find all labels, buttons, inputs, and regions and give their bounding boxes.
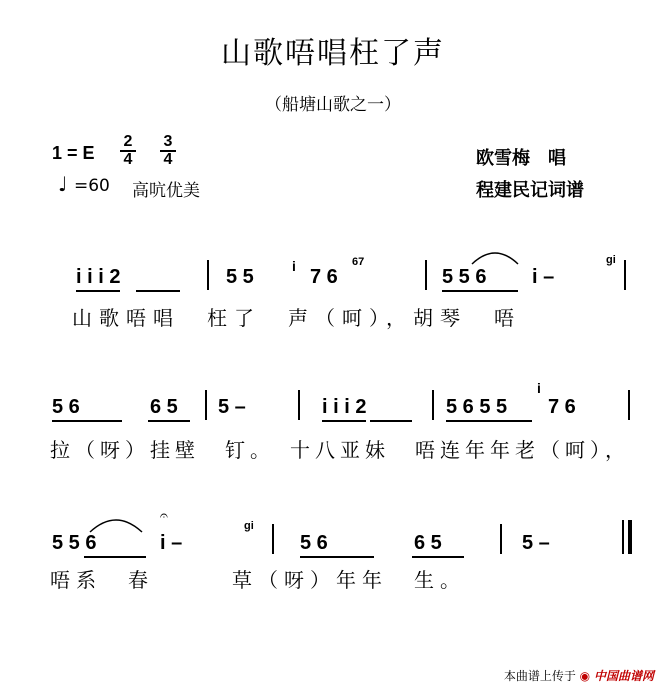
measure-10-notes: 5 – <box>522 532 550 554</box>
measure-3-notes: 5 5 6 <box>442 266 487 288</box>
bar-line <box>205 390 207 420</box>
bar-line <box>500 524 502 554</box>
measure-8b-notes: i – <box>160 532 183 554</box>
quarter-note-icon: ♩ <box>58 172 68 196</box>
measure-6-notes: i i i 2 <box>322 396 367 418</box>
measure-3b-notes: i – <box>532 266 555 288</box>
measure-4b-notes: 6 5 <box>150 396 178 418</box>
site-brand-link[interactable]: 中国曲谱网 <box>593 669 654 683</box>
measure-2-notes: 5 5 <box>226 266 254 288</box>
bar-line <box>425 260 427 290</box>
beam-line <box>370 420 412 422</box>
final-bar-line-thin <box>622 520 624 554</box>
expression-marking: 高吭优美 <box>132 181 200 201</box>
bar-line <box>432 390 434 420</box>
measure-9b-notes: 6 5 <box>414 532 442 554</box>
measure-9-notes: 5 6 <box>300 532 328 554</box>
beam-line <box>76 290 120 292</box>
grace-note: i <box>537 380 541 396</box>
beam-line <box>300 556 374 558</box>
singer-credit: 欧雪梅 唱 <box>476 148 566 169</box>
bar-line <box>298 390 300 420</box>
slur-arc <box>470 246 520 266</box>
bar-line <box>272 524 274 554</box>
bar-line <box>207 260 209 290</box>
beam-line <box>412 556 464 558</box>
time-signature-3-4: $\frac{3}{4}$ <box>160 134 176 168</box>
beam-line <box>136 290 180 292</box>
grace-note: i <box>292 258 296 274</box>
measure-4-notes: 5 6 <box>52 396 80 418</box>
measure-8-notes: 5 5 6 <box>52 532 97 554</box>
fermata-icon: 𝄐 <box>160 508 168 524</box>
measure-2b-notes: 7 6 <box>310 266 338 288</box>
beam-line <box>148 420 190 422</box>
bar-line <box>628 390 630 420</box>
measure-7b-notes: 7 6 <box>548 396 576 418</box>
footer-credit: 本曲谱上传于 ◉ 中国曲谱网 <box>503 669 654 683</box>
bar-line <box>624 260 626 290</box>
measure-7-notes: 5 6 5 5 <box>446 396 508 418</box>
beam-line <box>442 290 518 292</box>
measure-1-notes: i i i 2 <box>76 266 121 288</box>
beam-line <box>446 420 532 422</box>
page-title: 山歌唔唱枉了声 <box>221 36 445 71</box>
grace-notes: gi <box>606 254 616 266</box>
grace-notes: gi <box>244 520 254 532</box>
grace-notes: 67 <box>352 256 365 268</box>
lyrics-line-3: 唔系 春 草（呀）年年 生。 <box>50 568 466 592</box>
lyrics-line-1: 山歌唔唱 枉了 声（呵），胡琴 唔 <box>72 306 521 330</box>
subtitle: （船塘山歌之一） <box>265 95 401 115</box>
tempo-marking: =60 <box>74 176 110 196</box>
site-logo-icon: ◉ <box>579 669 591 683</box>
time-signature-2-4: $\frac{2}{4}$ <box>120 134 136 168</box>
measure-5-notes: 5 – <box>218 396 246 418</box>
key-signature: 1 = E <box>52 143 95 163</box>
transcriber-credit: 程建民记词谱 <box>476 180 584 201</box>
lyrics-line-2: 拉（呀）挂壁 钉。 十八亚妹 唔连年年老（呵）， <box>50 438 630 462</box>
beam-line <box>52 420 122 422</box>
beam-line <box>84 556 146 558</box>
final-bar-line-thick <box>628 520 632 554</box>
slur-arc <box>88 512 144 534</box>
beam-line <box>322 420 366 422</box>
